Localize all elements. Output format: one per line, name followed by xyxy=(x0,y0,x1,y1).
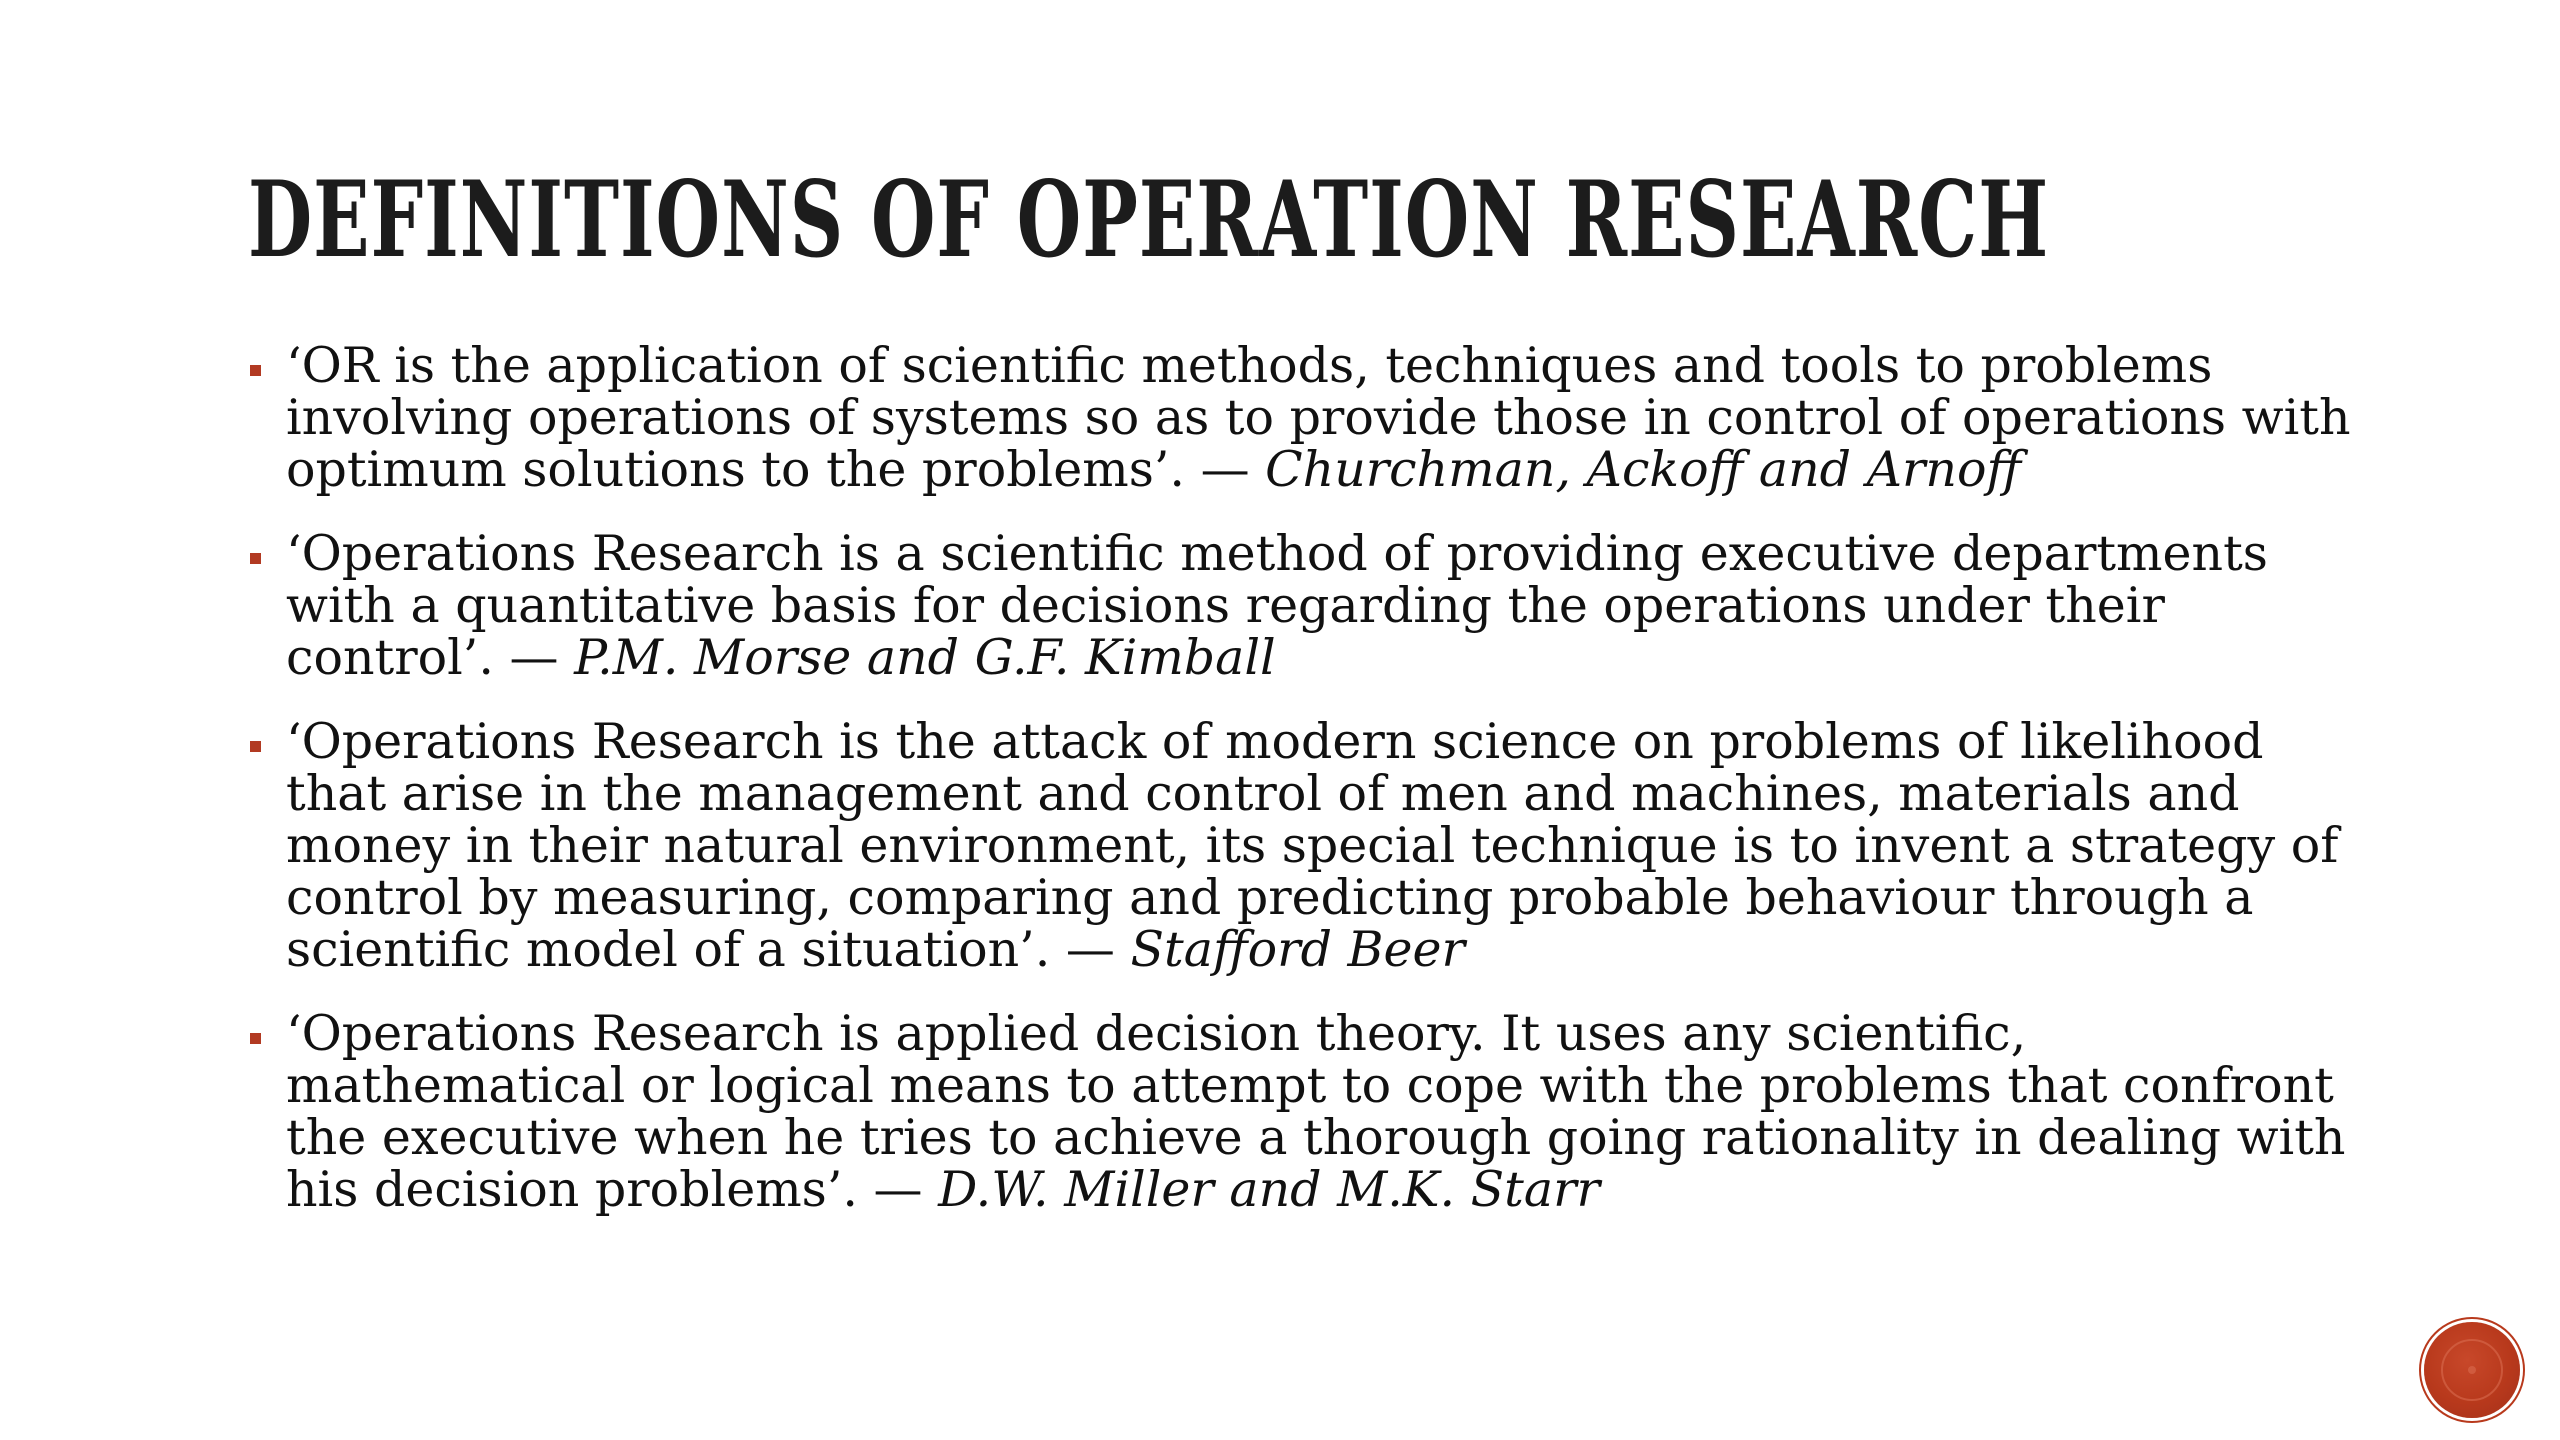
definitions-list xyxy=(244,337,2364,1248)
square-bullet-icon xyxy=(250,1033,261,1044)
square-bullet-icon xyxy=(250,553,261,564)
definition-text: ‘Operations Research is a scientific method of providing executive departments with a quantitative basis for decisions regarding the operations under their control’. — xyxy=(286,525,2268,686)
slide-nav-button[interactable] xyxy=(2424,1322,2520,1418)
slide-title: DEFINITIONS OF OPERATION RESEARCH xyxy=(248,159,2050,282)
bullet-item xyxy=(244,713,2364,978)
definition-text: ‘Operations Research is applied decision theory. It uses any scientific, mathematical or logical means to attempt to cope with the problems that confront the executive when he tries to achieve a thorough going rationality in dealing with his decision problems’. — xyxy=(286,1005,2346,1218)
bullet-item xyxy=(244,1005,2364,1218)
bullet-item xyxy=(244,337,2364,498)
definition-author: Churchman, Ackoff and Arnoff xyxy=(1265,441,2022,498)
definition-author: P.M. Morse and G.F. Kimball xyxy=(574,629,1276,686)
bullet-item xyxy=(244,525,2364,686)
definition-author: D.W. Miller and M.K. Starr xyxy=(938,1161,1600,1218)
definition-text: ‘OR is the application of scientific methods, techniques and tools to problems involving operations of systems so as to provide those in control of operations with optimum solutions to the problems’. — xyxy=(286,337,2351,498)
square-bullet-icon xyxy=(250,741,261,752)
definition-text: ‘Operations Research is the attack of modern science on problems of likelihood that arise in the management and control of men and machines, materials and money in their natural environment, its special technique is to invent a strategy of control by measuring, comparing and predicting probable behaviour through a scientific model of a situation’. — xyxy=(286,713,2339,978)
square-bullet-icon xyxy=(250,365,261,376)
slide-nav-icon xyxy=(2424,1322,2520,1418)
definition-author: Stafford Beer xyxy=(1130,921,1465,978)
